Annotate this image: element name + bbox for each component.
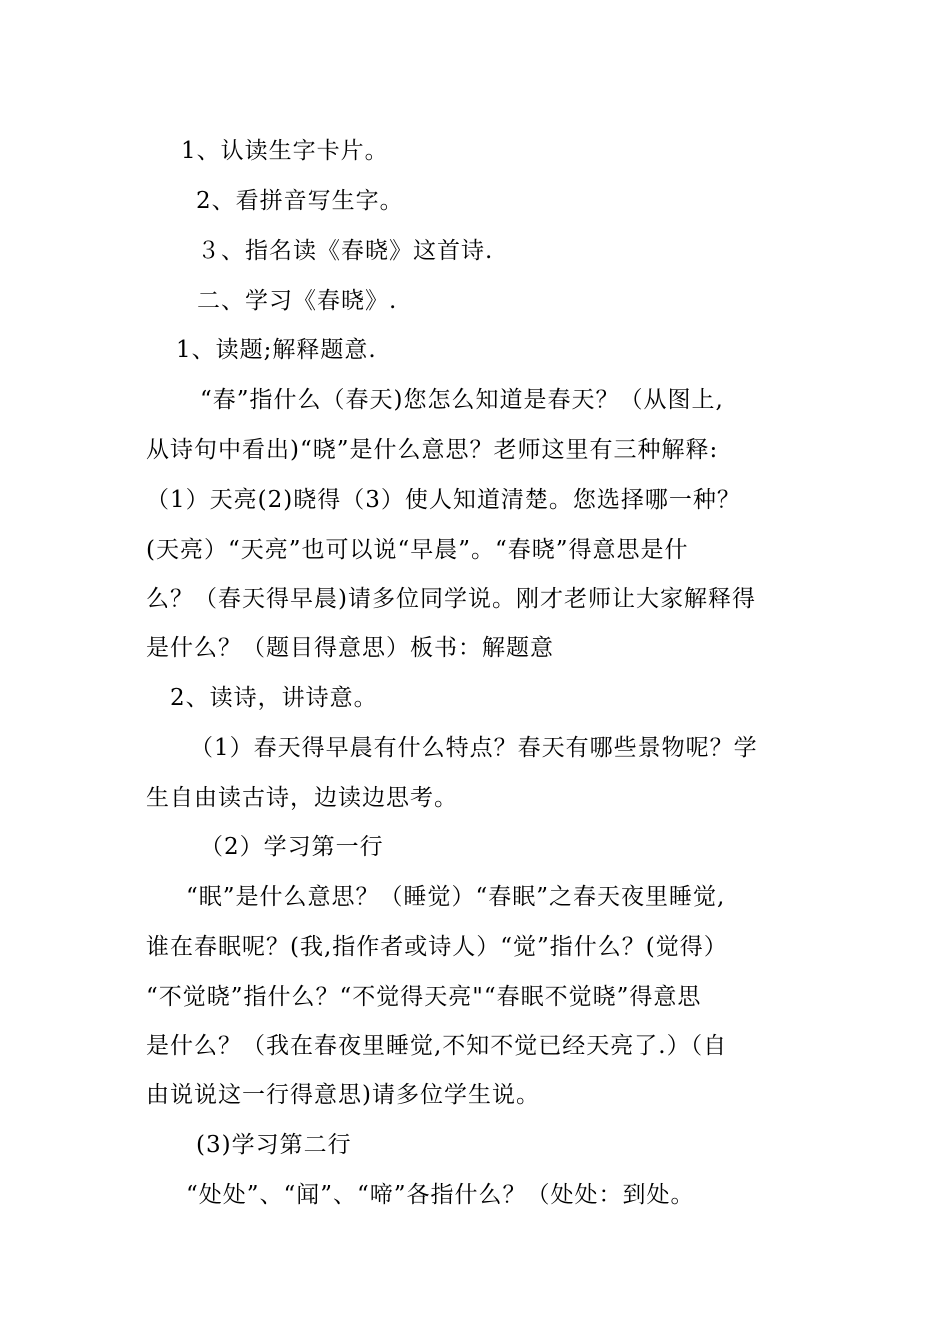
text-line: (天亮）“天亮”也可以说“早晨”。“春晓”得意思是什 — [146, 537, 689, 563]
text-line: 1、认读生字卡片。 — [181, 138, 389, 164]
text-line: “处处”、“闻”、“啼”各指什么？（处处：到处。 — [186, 1182, 695, 1208]
text-line: 2、看拼音写生字。 — [196, 188, 404, 214]
text-line: (3)学习第二行 — [196, 1132, 352, 1158]
text-line: 是什么？（我在春夜里睡觉,不知不觉已经天亮了.）（自 — [146, 1033, 728, 1059]
text-line: 2、读诗，讲诗意。 — [170, 685, 378, 711]
text-line: 生自由读古诗，边读边思考。 — [146, 785, 458, 811]
text-line: 1、读题;解释题意. — [176, 337, 377, 363]
text-line: “不觉晓”指什么？“不觉得天亮"“春眠不觉晓”得意思 — [146, 984, 702, 1010]
text-line: 由说说这一行得意思)请多位学生说。 — [146, 1082, 540, 1108]
text-line: 从诗句中看出)“晓”是什么意思？老师这里有三种解释: — [146, 437, 719, 463]
text-line: 谁在春眠呢？(我,指作者或诗人）“觉”指什么？(觉得） — [146, 934, 728, 960]
text-line: （2）学习第一行 — [200, 834, 384, 860]
section-heading: 二、学习《春晓》. — [197, 288, 398, 314]
text-line: “春”指什么（春天)您怎么知道是春天？（从图上, — [200, 387, 724, 413]
text-line: “眠”是什么意思？（睡觉）“春眠”之春天夜里睡觉, — [186, 884, 726, 910]
text-line: 是什么？（题目得意思）板书：解题意 — [146, 635, 554, 661]
text-line: （1）春天得早晨有什么特点？春天有哪些景物呢？学 — [190, 735, 758, 761]
text-line: ３、指名读《春晓》这首诗. — [197, 238, 494, 264]
text-line: 么？（春天得早晨)请多位同学说。刚才老师让大家解释得 — [146, 586, 756, 612]
text-line: （1）天亮(2)晓得（3）使人知道清楚。您选择哪一种？ — [146, 487, 741, 513]
